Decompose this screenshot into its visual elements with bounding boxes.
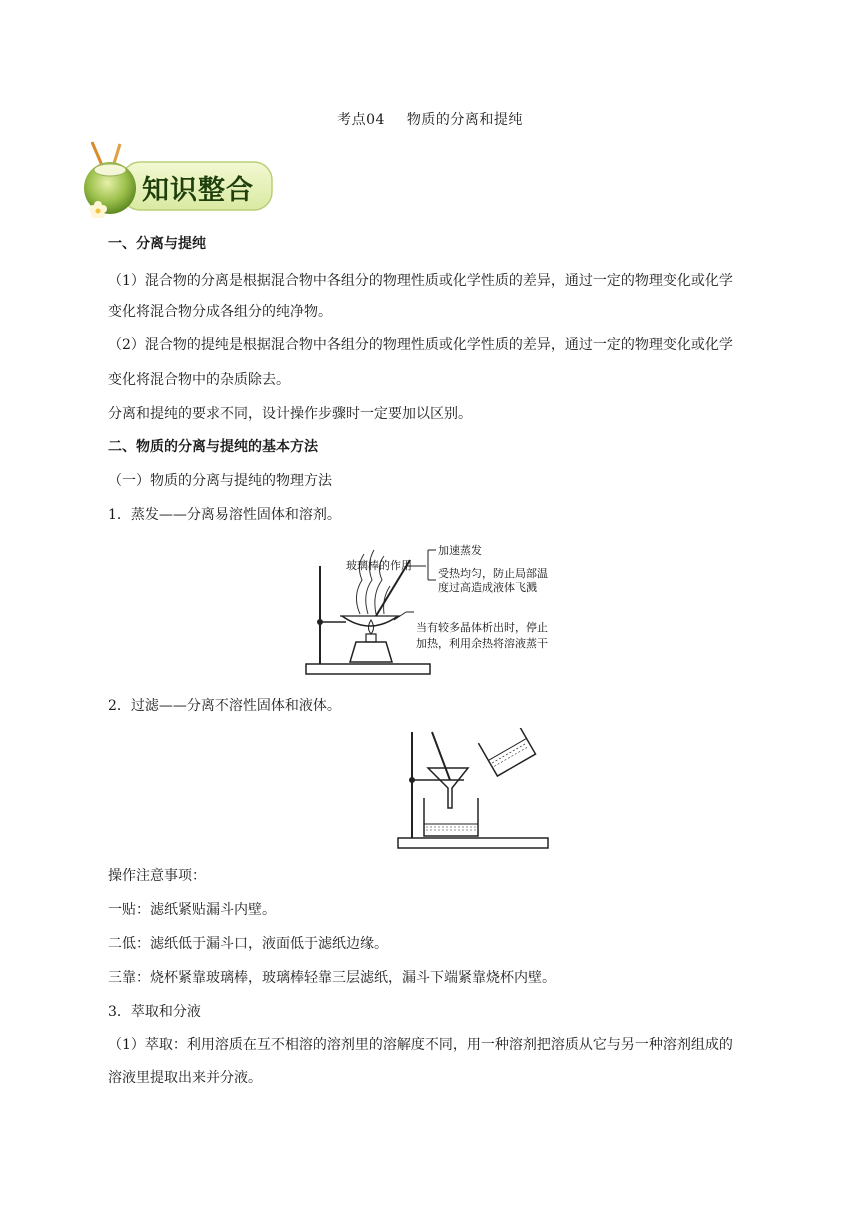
badge-label: 知识整合 (142, 175, 254, 206)
stand-base (398, 838, 548, 848)
page-title-text: 物质的分离和提纯 (406, 112, 523, 128)
rod-effect-1: 加速蒸发 (438, 544, 482, 557)
page-title (0, 109, 860, 129)
alcohol-lamp (350, 642, 392, 662)
page-title-code: 考点04 (337, 112, 385, 128)
subsection-heading: （一）物质的分离与提纯的物理方法 (108, 473, 332, 489)
section-heading-1: 一、分离与提纯 (108, 236, 206, 252)
rod-effect-2-line2: 度过高造成液体飞溅 (438, 581, 537, 594)
glass-rod (432, 732, 450, 780)
item-evaporation: 1．蒸发——分离易溶性固体和溶剂。 (108, 507, 341, 523)
paragraph-line: 分离和提纯的要求不同，设计操作步骤时一定要加以区别。 (108, 406, 472, 422)
note-item: 一贴：滤纸紧贴漏斗内壁。 (108, 902, 276, 918)
section-heading-2: 二、物质的分离与提纯的基本方法 (108, 439, 318, 455)
stand-base (306, 664, 430, 674)
item-filtration: 2．过滤——分离不溶性固体和液体。 (108, 698, 341, 714)
note-item: 二低：滤纸低于漏斗口，液面低于滤纸边缘。 (108, 936, 388, 952)
paragraph-line: （1）混合物的分离是根据混合物中各组分的物理性质或化学性质的差异，通过一定的物理变化或化学 (108, 273, 733, 289)
pouring-beaker (478, 728, 535, 776)
paragraph-line: （1）萃取：利用溶质在互不相溶的溶剂里的溶解度不同，用一种溶剂把溶质从它与另一种溶剂组成的 (108, 1037, 733, 1053)
paragraph-line: （2）混合物的提纯是根据混合物中各组分的物理性质或化学性质的差异，通过一定的物理变化或化学 (108, 337, 733, 353)
rod-effect-2-line1: 受热均匀，防止局部温 (438, 567, 548, 580)
item-extraction: 3．萃取和分液 (108, 1004, 201, 1020)
stop-heating-note-line2: 加热，利用余热将溶液蒸干 (416, 637, 548, 650)
evaporation-figure (302, 536, 602, 685)
paragraph-line: 溶液里提取出来并分液。 (108, 1070, 262, 1086)
notes-title: 操作注意事项： (108, 868, 206, 884)
rod-function-label: 玻璃棒的作用 (346, 559, 412, 572)
note-item: 三靠：烧杯紧靠玻璃棒，玻璃棒轻靠三层滤纸，漏斗下端紧靠烧杯内壁。 (108, 970, 556, 986)
stop-heating-note-line1: 当有较多晶体析出时，停止 (416, 621, 548, 634)
filtration-figure (394, 728, 574, 854)
paragraph-line: 变化将混合物分成各组分的纯净物。 (108, 304, 332, 320)
paragraph-line: 变化将混合物中的杂质除去。 (108, 372, 290, 388)
